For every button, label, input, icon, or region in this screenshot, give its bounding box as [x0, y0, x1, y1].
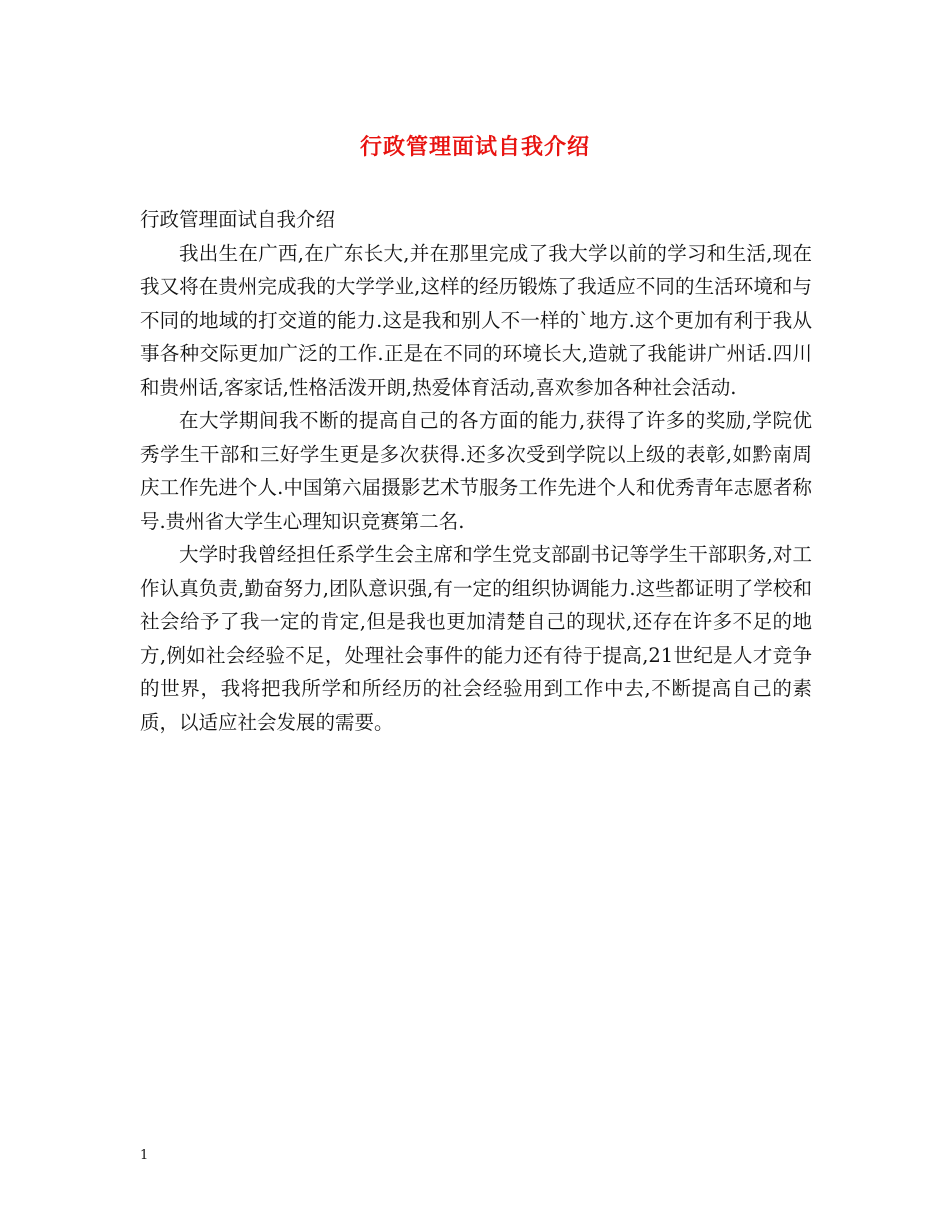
page-number: 1 [140, 1148, 149, 1163]
document-title: 行政管理面试自我介绍 [359, 134, 590, 160]
document-subtitle: 行政管理面试自我介绍 [140, 208, 336, 231]
document-body [140, 203, 812, 739]
paragraph-2: 在大学期间我不断的提高自己的各方面的能力,获得了许多的奖励,学院优秀学生干部和三好学生更是多次获得.还多次受到学院以上级的表彰,如黔南周庆工作先进个人.中国第六届摄影艺术节服务工作先进个人和优秀青年志愿者称号.贵州省大学生心理知识竞赛第二名. [140, 409, 812, 533]
paragraph-3: 大学时我曾经担任系学生会主席和学生党支部副书记等学生干部职务,对工作认真负责,勤奋努力,团队意识强,有一定的组织协调能力.这些都证明了学校和社会给予了我一定的肯定,但是我也更加清楚自己的现状,还存在许多不足的地方,例如社会经验不足，处理社会事件的能力还有待于提高,21世纪是人才竞争的世界，我将把我所学和所经历的社会经验用到工作中去,不断提高自己的素质，以适应社会发展的需要。 [140, 543, 812, 734]
paragraph-1: 我出生在广西,在广东长大,并在那里完成了我大学以前的学习和生活,现在我又将在贵州完成我的大学学业,这样的经历锻炼了我适应不同的生活环境和与不同的地域的打交道的能力.这是我和别人不一样的`地方.这个更加有利于我从事各种交际更加广泛的工作.正是在不同的环境长大,造就了我能讲广州话.四川和贵州话,客家话,性格活泼开朗,热爱体育活动,喜欢参加各种社会活动. [140, 241, 812, 399]
